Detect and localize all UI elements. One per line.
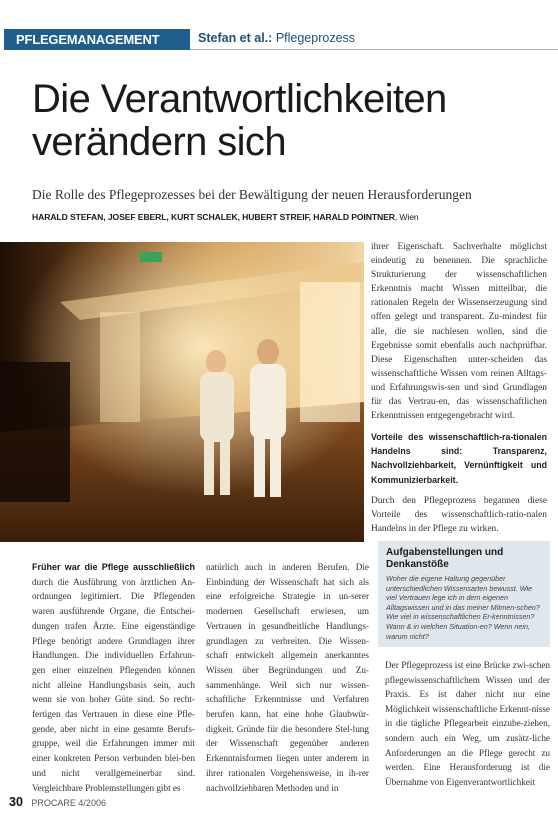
sidebar-box: [378, 541, 550, 647]
header-meta: [198, 31, 355, 45]
left-text: durch die Ausführung von ärztlichen An-ordnungen legitimiert. Die Pflegenden waren ausführende Organe, die Entschei-dungen trafen Ärzte. Eine eigenständige Pflege benötigt andere Grundlagen ihrer Handlungen. Die individuellen Erfahrun-gen einer einzelnen Pflegenden können nicht alleine Handlungsbasis sein, auch wenn sie von hoher Güte sind. So recht-fertigen das Vertrauen in diese eine Pfle-gende, aber nicht in eine gesamte Berufs-gruppe, weil die Erfahrungen immer mit einer konkreten Person verbunden blei-ben und nicht verallgemeinerbar sind. Vergleichbare Problemstellungen gibt es: [32, 576, 195, 793]
page-footer: [9, 795, 106, 809]
right-paragraph-2: Durch den Pflegeprozess begannen diese Vorteile des wissenschaftlich-ratio-nalen Handelns in der Pflege zu wirken.: [371, 495, 547, 534]
right-bottom-column: Der Pflegeprozess ist eine Brücke zwi-schen pflegewissenschaftlichem Wissen und der Praxis. Es ist daher nicht nur eine Möglichkeit wissenschaftliche Erkennt-nisse in die tägliche Pflegearbeit einzube-ziehen, sondern auch ein Weg, um zusätz-liche Anforderungen an die Pflege gerecht zu werden. Eine Herausforderung ist die Übernahme von Eigenverantwortlichkeit: [385, 660, 550, 787]
author-city: , Wien: [394, 212, 419, 222]
sidebar-text: Woher die eigene Haltung gegenüber unterschiedlichen Wissensarten bewusst. Wie viel Vertrauen lege ich in dem eigenen Alltagswissen und in das meiner Mitmen-schen? Wie viel in wissenschaftlichen Er-kenntnissen? Wann & in welchen Situation-en? Wenn nein, warum nicht?: [386, 574, 540, 641]
hospital-corridor-photo: [0, 242, 364, 542]
article-title: [32, 78, 532, 164]
article-title-line1: Die Verantwortlichkeiten: [32, 77, 447, 121]
article-title-line2: verändern sich: [32, 120, 286, 164]
header-rule: [190, 49, 558, 50]
header-topic: Pflegeprozess: [275, 31, 356, 45]
article-subtitle: Die Rolle des Pflegeprozesses bei der Bewältigung der neuen Herausforderungen: [32, 187, 472, 202]
left-lead: Früher war die Pflege ausschließlich: [32, 562, 195, 572]
middle-column: natürlich auch in anderen Berufen. Die Einbindung der Wissenschaft hat sich als eine erfolgreiche Strategie in un-serer modernen Gesellschaft erwiesen, um Vertrauen in gesundheitliche Handlungs-grundlagen zu verbreiten. Die Wissen-schaft entwickelt allgemein anerkanntes Wissen über Begründungen und Zu-sammenhänge. Weil sich nur wissen-schaftliche Erkenntnisse und Verfahren berufen kann, hat eine hohe Glaubwür-digkeit. Gründe für die besondere Stel-lung der Wissenschaft gegenüber anderen Erkenntnisformen liegen unter anderem in ihrer rationalen Vorgehensweise, in ih-rer nachvollziehbaren Methoden und in: [206, 562, 369, 793]
author-names: HARALD STEFAN, JOSEF EBERL, KURT SCHALEK, HUBERT STREIF, HARALD POINTNER: [32, 212, 395, 222]
corridor-photo-illustration: [0, 242, 364, 542]
sidebar-title: Aufgabenstellungen und Denkanstöße: [386, 547, 504, 570]
article-authors: [32, 212, 552, 222]
left-column: [32, 560, 195, 795]
page-number: 30: [9, 795, 23, 809]
section-label: PFLEGEMANAGEMENT: [4, 29, 190, 50]
right-highlight: Vorteile des wissenschaftlich-ra-tionalen Handelns sind: Transparenz, Nachvollziehbarkeit, Vernünftigkeit und Kommunizierbarkeit.: [371, 432, 547, 485]
header-authors: Stefan et al.:: [198, 31, 273, 45]
right-paragraph-1: ihrer Eigenschaft. Sachverhalte möglichst eindeutig zu benennen. Die sprachliche Strukturierung der wissenschaftlichen Erkenntnis macht Wissen mitteilbar, die rationalen Regeln der Wissenserzeugung sind offen gelegt und transparent. Zu-mindest für alle, die sie nachlesen wollen, sind die Ergebnisse somit ebenfalls auch nachprüfbar. Diese Eigenschaften unter-scheiden das wissenschaftliche Wissen vom reinen Alltags- und Erfahrungswis-sen und sind Grundlagen für das Vertrau-en, das wissenschaftlichen Erkenntnissen entgegengebracht wird.: [371, 242, 547, 422]
right-column: [371, 240, 547, 543]
journal-issue: PROCARE 4/2006: [31, 798, 106, 808]
